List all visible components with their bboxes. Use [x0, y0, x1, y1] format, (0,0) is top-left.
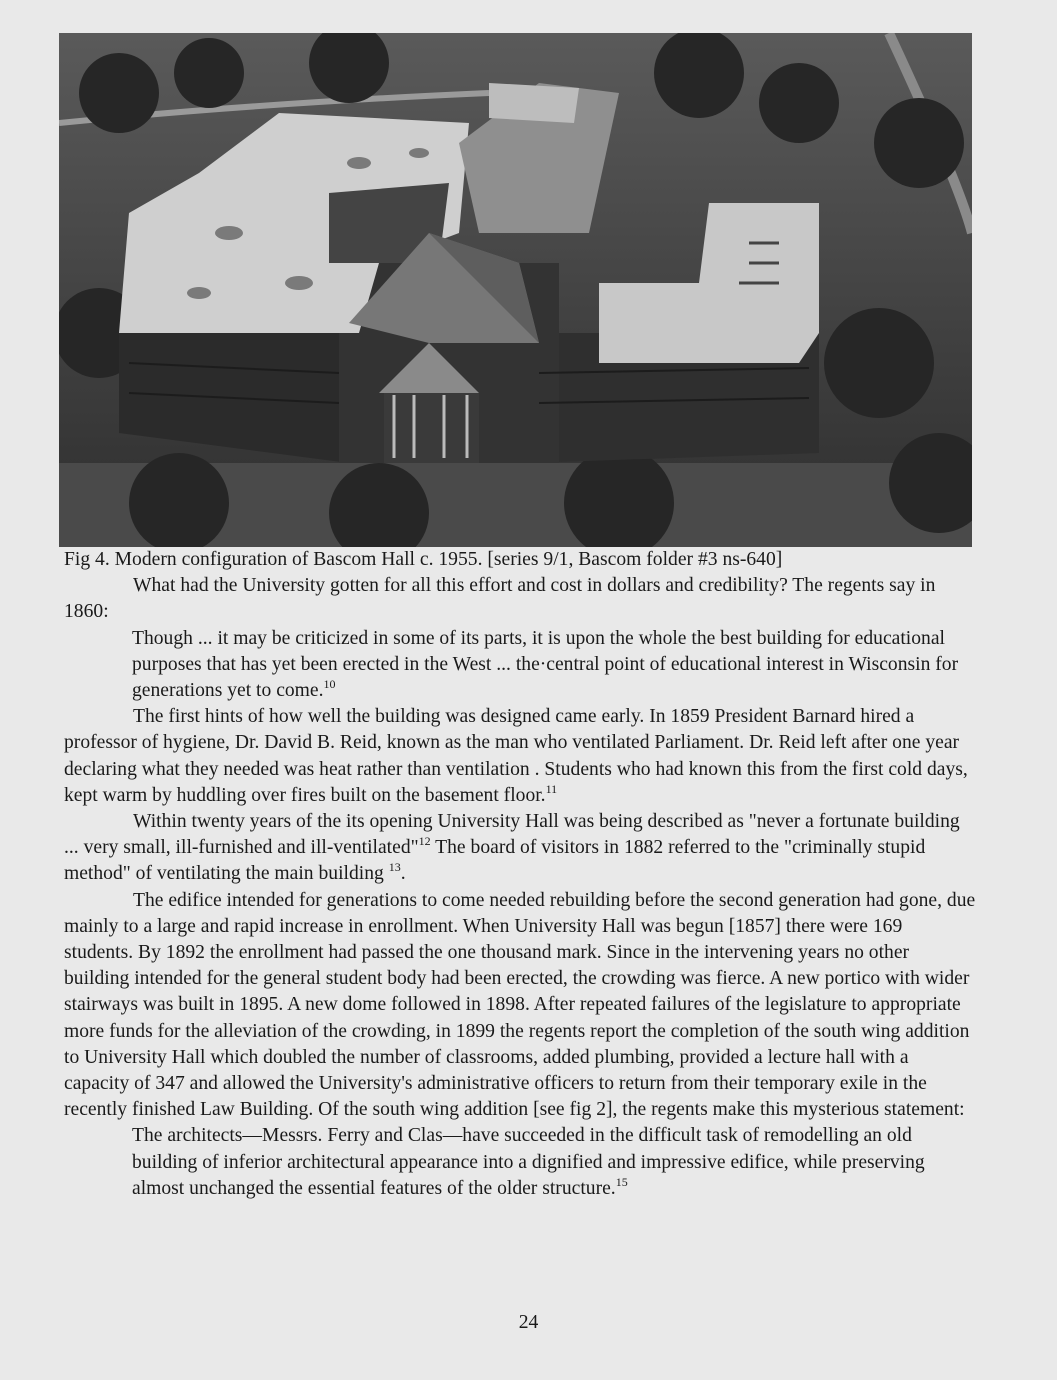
footnote-ref-12: 12 [418, 834, 431, 849]
paragraph-3-part-c: . [400, 863, 406, 885]
paragraph-2 [64, 704, 976, 809]
quote-1-text: Though ... it may be criticized in some of its parts, it is upon the whole the best building for educational purposes that has yet been erected in the West ... the·central point of educational interest in Wisconsin for generations yet to come. [132, 627, 959, 702]
footnote-ref-10: 10 [323, 677, 336, 692]
figure-caption: Fig 4. Modern configuration of Bascom Hall c. 1955. [series 9/1, Bascom folder #3 ns-640] [64, 549, 783, 570]
quote-2-text: The architects—Messrs. Ferry and Clas—have succeeded in the difficult task of remodelling an old building of inferior architectural appearance into a dignified and impressive edifice, while preserving almost unchanged the essential features of the older structure. [132, 1125, 925, 1199]
paragraph-3-part-b: The board of visitors in 1882 referred to the "criminally stupid method" of ventilating the main building [64, 837, 926, 885]
page-body [64, 547, 976, 1202]
paragraph-2-text: The first hints of how well the building was designed came early. In 1859 President Barnard hired a professor of hygiene, Dr. David B. Reid, known as the man who ventilated Parliament. Dr. Reid left after one year declaring what they needed was heat rather than ventilation . Students who had known this from the first cold days, kept warm by huddling over fires built on the basement floor. [64, 706, 968, 806]
paragraph-3 [64, 809, 976, 888]
footnote-ref-13: 13 [388, 860, 401, 875]
block-quote-2 [132, 1123, 976, 1202]
footnote-ref-11: 11 [545, 781, 558, 796]
page-number: 24 [518, 1312, 539, 1333]
paragraph-1: What had the University gotten for all this effort and cost in dollars and credibility? The regents say in 1860: [64, 575, 936, 623]
footnote-ref-15: 15 [615, 1174, 628, 1189]
paragraph-4: The edifice intended for generations to come needed rebuilding before the second generation had gone, due mainly to a large and rapid increase in enrollment. When University Hall was begun [1857] there were 169 students. By 1892 the enrollment had passed the one thousand mark. Since in the intervening years no other building intended for the general student body had been erected, the crowding was fierce. A new portico with wider stairways was built in 1895. A new dome followed in 1898. After repeated failures of the legislature to appropriate more funds for the alleviation of the crowding, in 1899 the regents report the completion of the south wing addition to University Hall which doubled the number of classrooms, added plumbing, provided a lecture hall with a capacity of 347 and allowed the University's administrative officers to return from their temporary exile in the recently finished Law Building. Of the south wing addition [see fig 2], the regents make this mysterious statement: [64, 889, 976, 1121]
bascom-hall-aerial-photo [59, 33, 972, 547]
paragraph-3-part-a: Within twenty years of the its opening University Hall was being described as "never a fortunate building ... very small, ill-furnished and ill-ventilated" [64, 811, 960, 859]
aerial-building-photo-icon [59, 33, 972, 547]
block-quote-1 [132, 626, 976, 705]
